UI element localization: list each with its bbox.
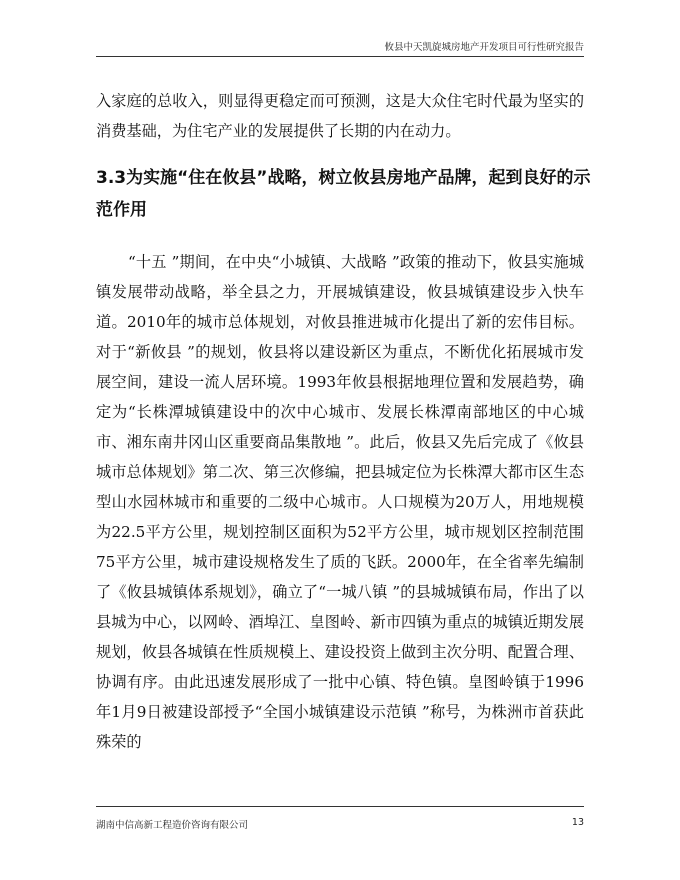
page-header [96, 42, 584, 57]
page-footer [96, 806, 584, 835]
header-title: 攸县中天凯旋城房地产开发项目可行性研究报告 [384, 42, 584, 53]
intro-paragraph: 入家庭的总收入，则显得更稳定而可预测，这是大众住宅时代最为坚实的消费基础，为住宅产业的发展提供了长期的内在动力。 [96, 92, 584, 140]
main-paragraph: “十五 ”期间，在中央“小城镇、大战略 ”政策的推动下，攸县实施城镇发展带动战略，举全县之力，开展城镇建设，攸县城镇建设步入快车道。2010年的城市总体规划，对攸县推进城市化提出了新的宏伟目标。对于“新攸县 ”的规划，攸县将以建设新区为重点，不断优化拓展城市发展空间，建设一流人居环境。1993年攸县根据地理位置和发展趋势，确定为“长株潭城镇建设中的次中心城市、发展长株潭南部地区的中心城市、湘东南井冈山区重要商品集散地 ”。此后，攸县又先后完成了《攸县城市总体规划》第二次、第三次修编，把县城定位为长株潭大都市区生态型山水园林城市和重要的二级中心城市。人口规模为20万人，用地规模为22.5平方公里，规划控制区面积为52平方公里，城市规划区控制范围75平方公里，城市建设规格发生了质的飞跃。2000年，在全省率先编制了《攸县城镇体系规划》，确立了“一城八镇 ”的县城城镇布局，作出了以县城为中心，以网岭、酒埠江、皇图岭、新市四镇为重点的城镇近期发展规划，攸县各城镇在性质规模上、建设投资上做到主次分明、配置合理、协调有序。由此迅速发展形成了一批中心镇、特色镇。皇图岭镇于1996年1月9日被建设部授予“全国小城镇建设示范镇 ”称号，为株洲市首获此殊荣的 [96, 253, 584, 751]
footer-company: 湖南中信高新工程造价咨询有限公司 [96, 820, 249, 831]
page-number: 13 [571, 817, 584, 828]
section-heading: 3.3为实施“住在攸县”战略，树立攸县房地产品牌，起到良好的示范作用 [96, 168, 591, 220]
